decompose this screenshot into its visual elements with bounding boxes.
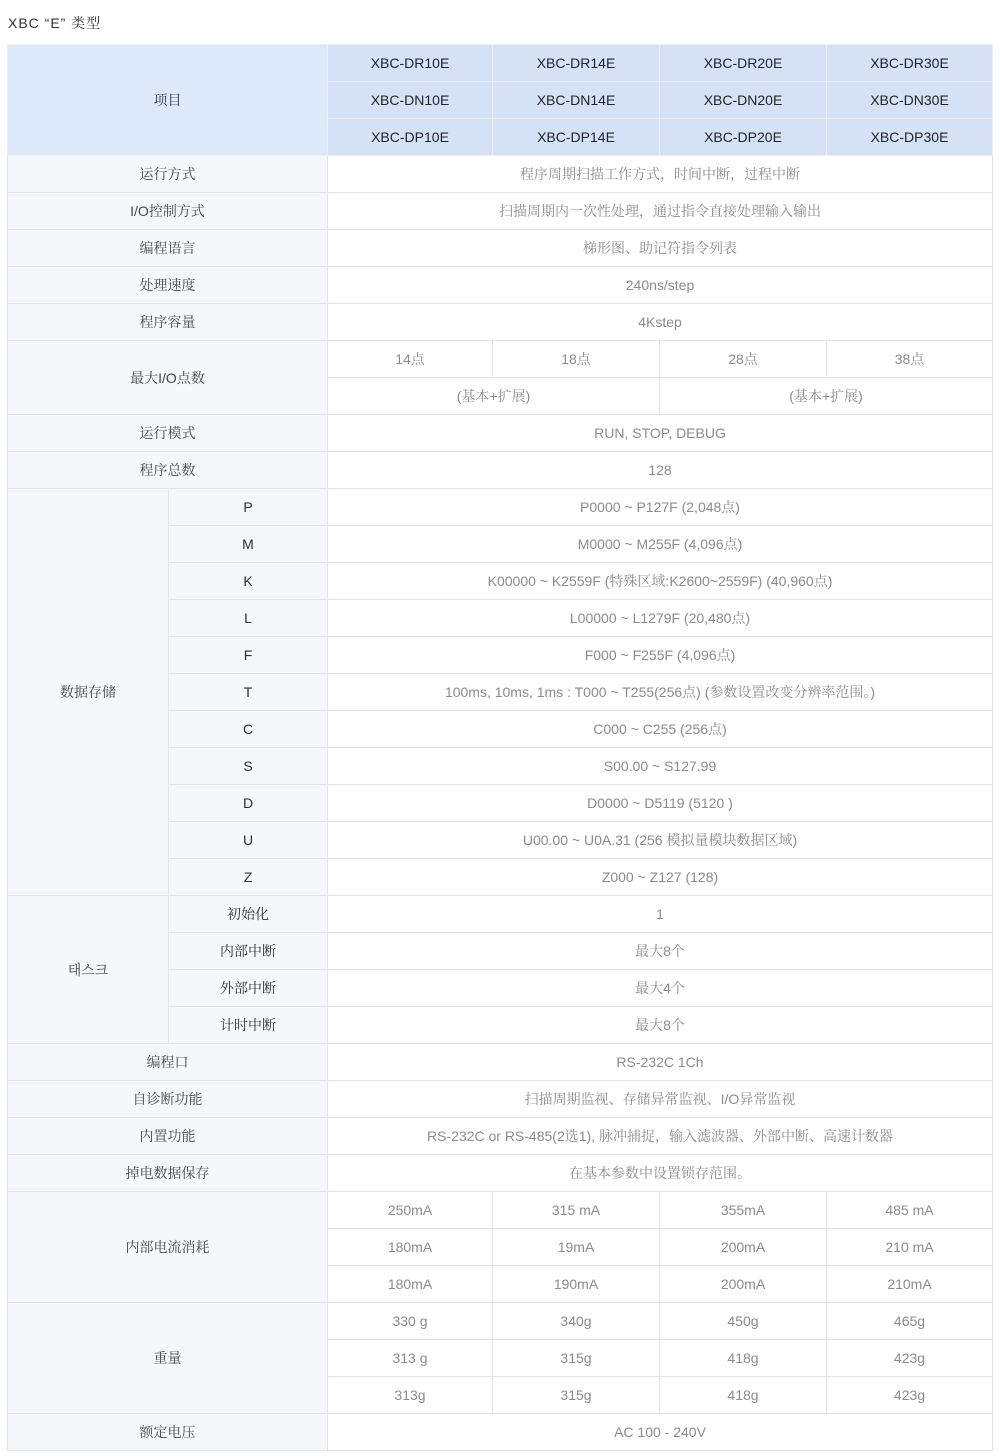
weight-value: 418g [660, 1377, 827, 1414]
task-value: 最大8个 [328, 1007, 993, 1044]
row-power-fail-retain [8, 1155, 993, 1192]
weight-value: 423g [827, 1377, 993, 1414]
current-value: 200mA [660, 1229, 827, 1266]
spec-value: RS-232C 1Ch [328, 1044, 993, 1081]
row-io-control [8, 193, 993, 230]
row-data-storage-p [8, 489, 993, 526]
model-name: XBC-DN14E [493, 82, 660, 119]
spec-label: 掉电数据保存 [8, 1155, 328, 1192]
current-value: 355mA [660, 1192, 827, 1229]
spec-value: 梯形图、助记符指令列表 [328, 230, 993, 267]
spec-label: I/O控制方式 [8, 193, 328, 230]
weight-value: 313 g [328, 1340, 493, 1377]
spec-value: 扫描周期监视、存储异常监视、I/O异常监视 [328, 1081, 993, 1118]
storage-key: D [169, 785, 328, 822]
spec-value: RUN, STOP, DEBUG [328, 415, 993, 452]
row-program-count [8, 452, 993, 489]
storage-value: M0000 ~ M255F (4,096点) [328, 526, 993, 563]
model-name: XBC-DN30E [827, 82, 993, 119]
model-name: XBC-DR10E [328, 45, 493, 82]
storage-value: L00000 ~ L1279F (20,480点) [328, 600, 993, 637]
row-max-io-points [8, 341, 993, 378]
storage-key: U [169, 822, 328, 859]
current-value: 250mA [328, 1192, 493, 1229]
max-io-point: 14点 [328, 341, 493, 378]
weight-value: 465g [827, 1303, 993, 1340]
storage-value: 100ms, 10ms, 1ms : T000 ~ T255(256点) (参数设置改变分辨率范围。) [328, 674, 993, 711]
page-title: XBC “E” 类型 [8, 15, 102, 31]
row-self-diagnosis [8, 1081, 993, 1118]
spec-value: AC 100 - 240V [328, 1414, 993, 1451]
storage-value: K00000 ~ K2559F (特殊区域:K2600~2559F) (40,960点) [328, 563, 993, 600]
model-name: XBC-DN10E [328, 82, 493, 119]
task-key: 初始化 [169, 896, 328, 933]
model-name: XBC-DP10E [328, 119, 493, 156]
spec-value: 扫描周期内一次性处理，通过指令直接处理输入输出 [328, 193, 993, 230]
spec-label: 自诊断功能 [8, 1081, 328, 1118]
storage-key: F [169, 637, 328, 674]
current-value: 315 mA [493, 1192, 660, 1229]
current-value: 200mA [660, 1266, 827, 1303]
row-task-init [8, 896, 993, 933]
storage-value: U00.00 ~ U0A.31 (256 模拟量模块数据区域) [328, 822, 993, 859]
current-value: 19mA [493, 1229, 660, 1266]
spec-label: 运行模式 [8, 415, 328, 452]
spec-label: 程序总数 [8, 452, 328, 489]
spec-value: 240ns/step [328, 267, 993, 304]
storage-key: P [169, 489, 328, 526]
row-program-capacity [8, 304, 993, 341]
max-io-note: (基本+扩展) [660, 378, 993, 415]
current-value: 190mA [493, 1266, 660, 1303]
storage-key: C [169, 711, 328, 748]
row-rated-voltage [8, 1414, 993, 1451]
spec-label: 处理速度 [8, 267, 328, 304]
max-io-point: 38点 [827, 341, 993, 378]
row-built-in [8, 1118, 993, 1155]
max-io-point: 18点 [493, 341, 660, 378]
row-run-modes [8, 415, 993, 452]
model-name: XBC-DR14E [493, 45, 660, 82]
group-label-current: 内部电流消耗 [8, 1192, 328, 1303]
storage-key: L [169, 600, 328, 637]
storage-key: M [169, 526, 328, 563]
storage-value: S00.00 ~ S127.99 [328, 748, 993, 785]
current-value: 485 mA [827, 1192, 993, 1229]
weight-value: 330 g [328, 1303, 493, 1340]
storage-value: D0000 ~ D5119 (5120 ) [328, 785, 993, 822]
model-name: XBC-DR20E [660, 45, 827, 82]
header-row-dr [8, 45, 993, 82]
row-processing-speed [8, 267, 993, 304]
spec-label: 编程口 [8, 1044, 328, 1081]
group-label-task: 태스크 [8, 896, 169, 1044]
weight-value: 315g [493, 1377, 660, 1414]
task-value: 1 [328, 896, 993, 933]
task-key: 外部中断 [169, 970, 328, 1007]
group-label-weight: 重量 [8, 1303, 328, 1414]
current-value: 180mA [328, 1266, 493, 1303]
weight-value: 315g [493, 1340, 660, 1377]
task-key: 计时中断 [169, 1007, 328, 1044]
max-io-point: 28点 [660, 341, 827, 378]
task-key: 内部中断 [169, 933, 328, 970]
max-io-note: (基本+扩展) [328, 378, 660, 415]
task-value: 最大4个 [328, 970, 993, 1007]
row-programming-port [8, 1044, 993, 1081]
weight-value: 450g [660, 1303, 827, 1340]
spec-label: 程序容量 [8, 304, 328, 341]
storage-key: Z [169, 859, 328, 896]
spec-label: 最大I/O点数 [8, 341, 328, 415]
storage-value: P0000 ~ P127F (2,048点) [328, 489, 993, 526]
model-name: XBC-DR30E [827, 45, 993, 82]
current-value: 210 mA [827, 1229, 993, 1266]
spec-label: 额定电压 [8, 1414, 328, 1451]
storage-key: T [169, 674, 328, 711]
storage-value: C000 ~ C255 (256点) [328, 711, 993, 748]
group-label-data-storage: 数据存储 [8, 489, 169, 896]
spec-value: 128 [328, 452, 993, 489]
spec-table [7, 44, 993, 1451]
weight-value: 313g [328, 1377, 493, 1414]
row-weight-1 [8, 1303, 993, 1340]
storage-key: K [169, 563, 328, 600]
item-header-cell: 项目 [8, 45, 328, 156]
current-value: 180mA [328, 1229, 493, 1266]
spec-label: 编程语言 [8, 230, 328, 267]
model-name: XBC-DP30E [827, 119, 993, 156]
row-operation-mode [8, 156, 993, 193]
spec-label: 运行方式 [8, 156, 328, 193]
spec-value: 在基本参数中设置锁存范围。 [328, 1155, 993, 1192]
weight-value: 340g [493, 1303, 660, 1340]
spec-value: 4Kstep [328, 304, 993, 341]
task-value: 最大8个 [328, 933, 993, 970]
model-name: XBC-DP14E [493, 119, 660, 156]
spec-value: 程序周期扫描工作方式，时间中断，过程中断 [328, 156, 993, 193]
storage-value: F000 ~ F255F (4,096点) [328, 637, 993, 674]
weight-value: 423g [827, 1340, 993, 1377]
spec-value: RS-232C or RS-485(2选1), 脉冲捕捉，输入滤波器、外部中断、高速计数器 [328, 1118, 993, 1155]
row-programming-language [8, 230, 993, 267]
storage-value: Z000 ~ Z127 (128) [328, 859, 993, 896]
storage-key: S [169, 748, 328, 785]
row-current-1 [8, 1192, 993, 1229]
model-name: XBC-DP20E [660, 119, 827, 156]
weight-value: 418g [660, 1340, 827, 1377]
model-name: XBC-DN20E [660, 82, 827, 119]
current-value: 210mA [827, 1266, 993, 1303]
spec-label: 内置功能 [8, 1118, 328, 1155]
